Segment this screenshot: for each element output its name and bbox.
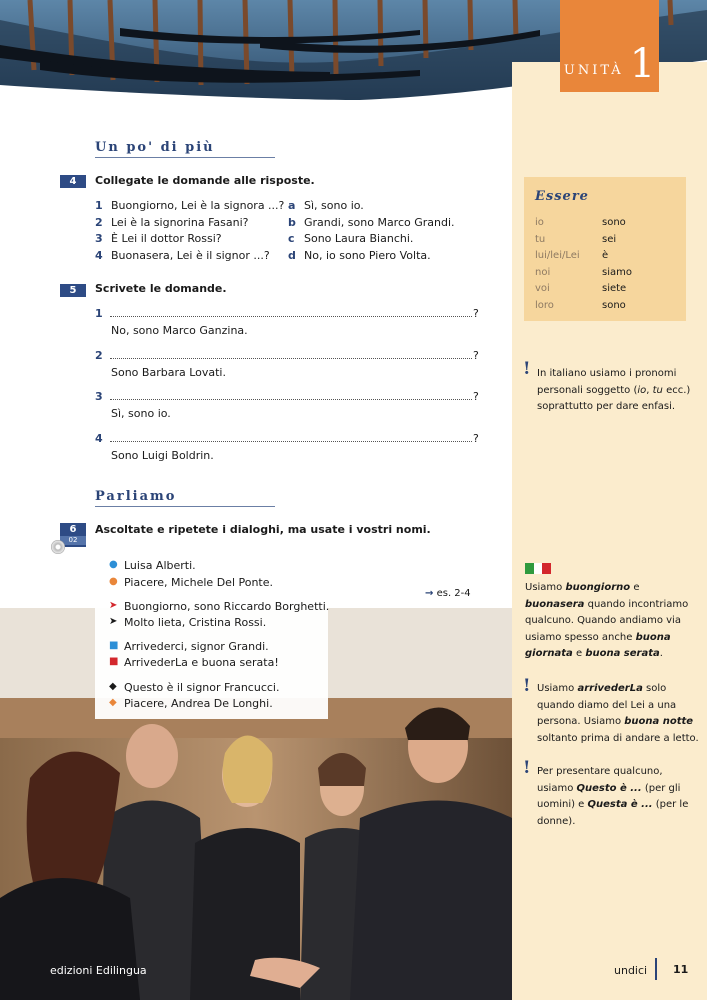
- section-underline: [95, 506, 275, 507]
- pronoun-io: io: [535, 217, 544, 228]
- question-4: 4 Buonasera, Lei è il signor ...?: [95, 249, 270, 262]
- italian-flag-icon: [525, 563, 551, 574]
- exclamation-icon: !: [523, 359, 531, 379]
- section-title-un-po-di-piu: Un po' di più: [95, 140, 215, 155]
- bullet-square-icon: ■: [109, 640, 119, 651]
- verb-sei: sei: [602, 234, 617, 245]
- verb-siamo: siamo: [602, 267, 632, 278]
- dialogue-line-5: Arrivederci, signor Grandi.: [124, 640, 269, 653]
- pronoun-voi: voi: [535, 283, 550, 294]
- write-line-4[interactable]: [110, 431, 472, 442]
- bullet-diamond-icon: ◆: [109, 681, 117, 692]
- write-item-2-number: 2: [95, 349, 103, 362]
- arrow-right-icon: →: [425, 588, 434, 599]
- question-2: 2 Lei è la signorina Fasani?: [95, 216, 249, 229]
- dialogue-line-4: Molto lieta, Cristina Rossi.: [124, 616, 267, 629]
- pronoun-tu: tu: [535, 234, 546, 245]
- verb-siete: siete: [602, 283, 627, 294]
- unit-tab: [560, 0, 659, 92]
- dialogue-line-2: Piacere, Michele Del Ponte.: [124, 576, 274, 589]
- bullet-dot-icon: ●: [109, 576, 118, 587]
- bullet-arrow-icon: ➤: [109, 616, 118, 627]
- exclamation-icon: !: [523, 676, 531, 696]
- answer-d: d No, io sono Piero Volta.: [288, 249, 431, 262]
- write-item-4-number: 4: [95, 432, 103, 445]
- dialogue-line-1: Luisa Alberti.: [124, 559, 196, 572]
- section-underline: [95, 157, 275, 158]
- note-arrivederla: Usiamo arrivederLa solo quando diamo del Lei a una persona. Usiamo buona notte soltanto prima di andare a letto.: [537, 683, 699, 744]
- question-mark-2: ?: [473, 349, 479, 362]
- exercise-number-4: 4: [60, 175, 86, 188]
- answer-a: a Sì, sono io.: [288, 199, 364, 212]
- section-title-parliamo: Parliamo: [95, 489, 177, 504]
- note-greetings: Usiamo buongiorno e buonasera quando incontriamo qualcuno. Quando andiamo via usiamo spesso anche buona giornata e buona serata.: [525, 582, 689, 659]
- dialogue-line-7: Questo è il signor Francucci.: [124, 681, 280, 694]
- note-pronouns: In italiano usiamo i pronomi personali soggetto (io, tu ecc.) soprattutto per dare enfasi.: [537, 368, 691, 412]
- verb-sono: sono: [602, 217, 626, 228]
- write-item-3-answer: Sì, sono io.: [111, 407, 171, 420]
- question-mark-1: ?: [473, 307, 479, 320]
- write-item-2-answer: Sono Barbara Lovati.: [111, 366, 226, 379]
- write-line-1[interactable]: [110, 306, 472, 317]
- audio-cd-icon[interactable]: [51, 540, 65, 554]
- exercise-6-instruction: Ascoltate e ripetete i dialoghi, ma usate i vostri nomi.: [95, 523, 431, 536]
- question-mark-4: ?: [473, 432, 479, 445]
- audio-track-number: 02: [60, 536, 86, 545]
- exercise-number-5: 5: [60, 284, 86, 297]
- write-item-1-answer: No, sono Marco Ganzina.: [111, 324, 248, 337]
- bullet-arrow-icon: ➤: [109, 600, 118, 611]
- essere-conjugation-box: [524, 177, 686, 321]
- write-line-3[interactable]: [110, 389, 472, 400]
- answer-c: c Sono Laura Bianchi.: [288, 232, 414, 245]
- pronoun-lui-lei: lui/lei/Lei: [535, 250, 580, 261]
- exercise-5-instruction: Scrivete le domande.: [95, 282, 227, 295]
- bullet-diamond-icon: ◆: [109, 697, 117, 708]
- exercise-number-6: 6 02: [60, 523, 86, 547]
- write-item-1-number: 1: [95, 307, 103, 320]
- bullet-dot-icon: ●: [109, 559, 118, 570]
- note-presentare: Per presentare qualcuno, usiamo Questo è ... (per gli uomini) e Questa è ... (per le donne).: [537, 766, 689, 827]
- page-word: undici: [614, 964, 648, 977]
- bullet-square-icon: ■: [109, 656, 119, 667]
- page-number: 11: [673, 963, 689, 976]
- pronoun-noi: noi: [535, 267, 551, 278]
- verb-sono-loro: sono: [602, 300, 626, 311]
- question-1: 1 Buongiorno, Lei è la signora ...?: [95, 199, 285, 212]
- write-item-4-answer: Sono Luigi Boldrin.: [111, 449, 214, 462]
- exercise-4-instruction: Collegate le domande alle risposte.: [95, 174, 315, 187]
- write-line-2[interactable]: [110, 348, 472, 359]
- question-3: 3 È Lei il dottor Rossi?: [95, 232, 222, 245]
- write-item-3-number: 3: [95, 390, 103, 403]
- footer-divider: [655, 958, 657, 980]
- publisher-name: edizioni Edilingua: [50, 964, 147, 977]
- dialogue-line-8: Piacere, Andrea De Longhi.: [124, 697, 273, 710]
- exercise-reference[interactable]: → es. 2-4: [425, 588, 471, 599]
- verb-e: è: [602, 250, 609, 261]
- essere-title: Essere: [535, 189, 589, 204]
- exclamation-icon: !: [523, 758, 531, 778]
- unit-word: UNITÀ: [563, 63, 624, 78]
- question-mark-3: ?: [473, 390, 479, 403]
- answer-b: b Grandi, sono Marco Grandi.: [288, 216, 455, 229]
- dialogue-line-6: ArrivederLa e buona serata!: [124, 656, 279, 669]
- dialogue-line-3: Buongiorno, sono Riccardo Borghetti.: [124, 600, 330, 613]
- unit-number: 1: [629, 41, 656, 87]
- pronoun-loro: loro: [535, 300, 554, 311]
